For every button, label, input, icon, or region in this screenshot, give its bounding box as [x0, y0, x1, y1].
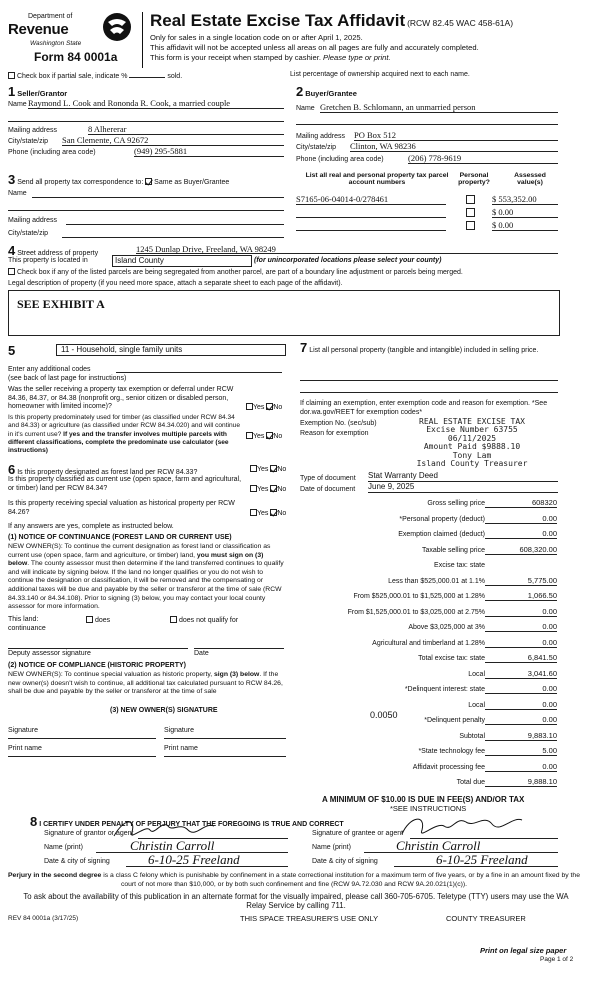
- located-note: (for unincorporated locations please select your county): [254, 257, 442, 264]
- tax-correspondence-section: [8, 172, 284, 244]
- partial-sale-label: Check box if partial sale, indicate %: [16, 73, 128, 80]
- certify-title: I CERTIFY UNDER PENALTY OF PERJURY THAT THE FOREGOING IS TRUE AND CORRECT: [39, 821, 344, 828]
- seller-phone-label: Phone (including area code): [8, 149, 96, 156]
- seller-phone-field[interactable]: (949) 295-5881: [134, 146, 284, 157]
- correspondence-label: Send all property tax correspondence to:: [17, 179, 144, 186]
- parcel-number-field[interactable]: [296, 207, 446, 218]
- assessed-col-header: Assessed value(s): [514, 172, 546, 186]
- title-ref: (RCW 82.45 WAC 458-61A): [407, 18, 514, 28]
- personal-property-checkbox[interactable]: [466, 195, 475, 204]
- grantee-printed-name: Christin Carroll: [396, 838, 481, 853]
- additional-codes-label: Enter any additional codes: [8, 366, 91, 373]
- section-1-number: 1: [8, 84, 16, 99]
- corr-city-label: City/state/zip: [8, 230, 49, 237]
- doc-date-label: Date of document: [300, 486, 356, 493]
- historic-yes-checkbox[interactable]: [250, 509, 257, 516]
- dept-line3: Washington State: [30, 40, 82, 47]
- timber-yes-no: [246, 432, 282, 440]
- header-sub3: [150, 53, 391, 62]
- yes-label: Yes: [253, 433, 265, 440]
- does-not-checkbox[interactable]: [170, 616, 177, 623]
- section-3-number: 3: [8, 172, 16, 187]
- personal-property-row: [300, 340, 558, 355]
- does-checkbox[interactable]: [86, 616, 93, 623]
- personal-property-checkbox[interactable]: [466, 208, 475, 217]
- owner-signature-label: Signature: [8, 727, 38, 734]
- stamp-line: REAL ESTATE EXCISE TAX: [419, 417, 525, 426]
- current-use-question: Is this property classified as current use (open space, farm and agricultural, or timber) land per RCW 84.34?: [8, 476, 242, 492]
- compliance-text-b: sign (3) below: [214, 671, 260, 678]
- personal-property-checkbox[interactable]: [466, 221, 475, 230]
- property-address-row: [8, 243, 98, 258]
- forest-question-row: [8, 462, 244, 477]
- exemption-reason-label: Reason for exemption: [300, 430, 369, 437]
- deputy-date-label: Date: [194, 650, 209, 657]
- assessed-value-field[interactable]: $ 0.00: [492, 207, 558, 218]
- new-owner-signature-title: (3) NEW OWNER(S) SIGNATURE: [110, 707, 218, 714]
- minimum-note: A MINIMUM OF $10.00 IS DUE IN FEE(S) AND/OR TAX: [322, 795, 525, 804]
- corr-mail-field[interactable]: [66, 215, 284, 225]
- assessed-value-field[interactable]: $ 553,352.00: [492, 194, 558, 205]
- receipt-note: This form is your receipt when stamped by cashier.: [150, 53, 321, 62]
- no-label: No: [277, 510, 287, 517]
- county-select[interactable]: Island County: [112, 255, 252, 267]
- perjury-text: is a class C felony which is punishable by confinement in a state correctional institution for a maximum term of five years, or by a fine in an amount fixed by the court of not more than $10,000, or by both such confinement and fine (RCW 9A.72.030 and RCW 9A.20.021(1)(c)).: [101, 872, 580, 888]
- fee-label: Total due: [456, 779, 485, 786]
- grantor-date-city: 6-10-25 Freeland: [148, 852, 240, 867]
- buyer-city-label: City/state/zip: [296, 144, 337, 151]
- fee-label: Subtotal: [459, 732, 485, 740]
- does-option: [86, 616, 110, 624]
- yes-label: Yes: [257, 466, 269, 473]
- stamp-line: Excise Number 63755: [426, 425, 518, 435]
- stamp-line: Tony Lam: [452, 450, 492, 460]
- deputy-date-field[interactable]: [194, 640, 284, 649]
- fee-label: *Delinquent interest: state: [404, 686, 485, 693]
- grantee-sig-label: Signature of grantee or agent: [312, 830, 404, 837]
- grantor-printed-name: Christin Carroll: [130, 838, 215, 853]
- parcel-row: [296, 207, 558, 219]
- fee-label: Affidavit processing fee: [412, 763, 485, 771]
- no-label: No: [273, 433, 283, 440]
- current-use-yes-checkbox[interactable]: [250, 485, 257, 492]
- corr-name-label: Name: [8, 190, 27, 197]
- no-label: No: [277, 466, 287, 473]
- stamp-line: Island County Treasurer: [416, 459, 528, 469]
- notice-compliance-title: (2) NOTICE OF COMPLIANCE (HISTORIC PROPERTY): [8, 662, 186, 669]
- exemption-no-checkbox[interactable]: [266, 403, 273, 410]
- fee-amount-field[interactable]: 0.00: [485, 622, 557, 632]
- fee-amount-field[interactable]: 0.00: [485, 638, 557, 648]
- timber-question-text: Is this property predominately used for timber (as classified under RCW 84.34 and 84.33) or agriculture (as classified under RCW 84.34.020) and will continue in it's current use?: [8, 414, 241, 438]
- fee-label: From $525,000.01 to $1,525,000 at 1.28%: [353, 593, 485, 600]
- personal-col-header: Personal property?: [458, 172, 490, 186]
- grantee-date-city: 6-10-25 Freeland: [436, 852, 528, 867]
- ownership-note: List percentage of ownership acquired next to each name.: [290, 71, 470, 78]
- fee-amount-field[interactable]: 0.00: [485, 762, 557, 772]
- header-sub1: Only for sales in a single location code on or after April 1, 2025.: [150, 33, 363, 42]
- see-instructions-note: *SEE INSTRUCTIONS: [390, 804, 467, 813]
- fee-label: Above $3,025,000 at 3%: [408, 624, 485, 631]
- treasurer-use-label: THIS SPACE TREASURER'S USE ONLY: [240, 914, 379, 923]
- legal-description-field[interactable]: [8, 290, 560, 336]
- codes-instructions: (see back of last page for instructions): [8, 375, 127, 382]
- treasurer-stamp: [386, 418, 558, 468]
- forest-yes-checkbox[interactable]: [250, 465, 257, 472]
- owner-print-label: Print name: [8, 745, 42, 752]
- seller-name-line2[interactable]: [8, 113, 284, 122]
- exemption-instructions: If claiming an exemption, enter exemption code and reason for exemption. *See dor.wa.gov/REET for exemption codes*: [300, 400, 548, 416]
- perjury-statement: [8, 872, 580, 889]
- title-text: Real Estate Excise Tax Affidavit: [150, 11, 406, 30]
- fee-label: Agricultural and timberland at 1.28%: [372, 639, 485, 647]
- fee-label: Exemption claimed (deduct): [398, 531, 485, 538]
- grantee-signature-image: [396, 812, 526, 840]
- fee-amount-field[interactable]: 0.00: [485, 607, 557, 617]
- section-6-number: 6: [8, 462, 16, 477]
- exemption-number-label: Exemption No. (sec/sub): [300, 420, 377, 427]
- seller-section: [8, 84, 284, 164]
- legal-size-note: Print on legal size paper: [480, 946, 567, 955]
- fee-label: Less than $525,000.01 at 1.1%: [388, 577, 485, 585]
- exemption-yes-no: [246, 403, 282, 411]
- current-use-yes-no: [250, 485, 286, 493]
- current-use-no-checkbox[interactable]: [270, 485, 277, 492]
- does-not-option: [170, 616, 238, 624]
- stamp-line: 06/11/2025: [447, 433, 497, 443]
- doc-date-field[interactable]: June 9, 2025: [368, 482, 558, 493]
- fee-label: From $1,525,000.01 to $3,025,000 at 2.75%: [347, 608, 485, 616]
- seller-name-label: Name: [8, 101, 27, 108]
- yes-label: Yes: [257, 510, 269, 517]
- deputy-signature-field[interactable]: [8, 640, 188, 649]
- historic-no-checkbox[interactable]: [270, 509, 277, 516]
- grantor-name-label: Name (print): [44, 844, 83, 851]
- segregated-row: [8, 268, 463, 276]
- exemption-question: Was the seller receiving a property tax exemption or deferral under RCW 84.36, 84.37, or 84.38 (nonprofit org., senior citizen or disabled person, homeowner with limited income)?: [8, 386, 234, 410]
- header-sub2: This affidavit will not be accepted unless all areas on all pages are fully and accurately completed.: [150, 43, 479, 52]
- no-label: No: [273, 404, 283, 411]
- assessed-value-field[interactable]: $ 0.00: [492, 220, 558, 231]
- washington-logo-icon: [102, 12, 132, 42]
- does-not-label: does not qualify for: [178, 617, 239, 624]
- fee-amount-field[interactable]: 608320: [485, 498, 557, 508]
- fee-label: Taxable selling price: [421, 546, 485, 554]
- fee-amount-field[interactable]: 0.00: [485, 684, 557, 694]
- corr-name-line2[interactable]: [8, 202, 284, 211]
- stamp-line: Amount Paid $9888.10: [423, 442, 521, 452]
- form-number: Form 84 0001a: [34, 50, 118, 64]
- personal-property-line2[interactable]: [300, 384, 558, 393]
- fee-amount-field[interactable]: 0.00: [485, 700, 557, 710]
- buyer-name-label: Name: [296, 105, 315, 112]
- section-8-number: 8: [30, 814, 38, 829]
- fee-label: Local: [468, 701, 485, 709]
- continuance-text-b: you must sign on (3) below: [8, 551, 264, 568]
- compliance-text-a: NEW OWNER(S): To continue special valuation as historic property,: [8, 671, 214, 678]
- legal-description-text: SEE EXHIBIT A: [17, 297, 105, 311]
- buyer-mail-label: Mailing address: [296, 133, 346, 140]
- use-code-select[interactable]: 11 - Household, single family units: [56, 344, 286, 356]
- parcel-table: [296, 172, 558, 238]
- no-label: No: [277, 486, 287, 493]
- parcel-number-field[interactable]: S7165-06-04014-0/278461: [296, 194, 446, 205]
- grantee-name-label: Name (print): [312, 844, 351, 851]
- personal-property-label: List all personal property (tangible and intangible) included in selling price.: [309, 347, 539, 354]
- section-7-number: 7: [300, 340, 308, 355]
- exemption-yes-checkbox[interactable]: [246, 403, 253, 410]
- notice-compliance-text: [8, 671, 286, 697]
- owner-signature-label: Signature: [164, 727, 194, 734]
- owner-signature-field-1[interactable]: [8, 736, 156, 739]
- section-5-number: 5: [8, 343, 16, 358]
- correspondence-heading: [8, 172, 229, 187]
- fee-amount-field[interactable]: 0.00: [485, 514, 557, 524]
- parcel-number-field[interactable]: [296, 220, 446, 231]
- buyer-name-line2[interactable]: [296, 116, 558, 125]
- seller-title: Seller/Grantor: [17, 89, 68, 98]
- street-address-label: Street address of property: [17, 250, 99, 257]
- seller-mail-field[interactable]: 8 Alhererar: [88, 124, 284, 135]
- historic-question: Is this property receiving special valuation as historical property per RCW 84.26?: [8, 500, 235, 516]
- fee-amount-field[interactable]: 9,883.10: [485, 731, 557, 741]
- dept-line1: Department of: [28, 13, 73, 20]
- county-treasurer-label: COUNTY TREASURER: [446, 914, 526, 923]
- buyer-mail-field[interactable]: PO Box 512: [354, 130, 558, 141]
- revision-label: REV 84 0001a (3/17/25): [8, 915, 79, 922]
- owner-print-label: Print name: [164, 745, 198, 752]
- accessibility-note: To ask about the availability of this publication in an alternate format for the visually impaired, please call 360-705-6705. Teletype (TTY) users may use the WA Relay Service by calling 711.: [23, 892, 569, 910]
- fee-label: *State technology fee: [418, 748, 485, 755]
- fee-label: Total excise tax: state: [418, 655, 485, 662]
- this-land-label: This land:: [8, 616, 39, 623]
- seller-heading: [8, 84, 67, 99]
- page-number: Page 1 of 2: [540, 956, 574, 963]
- deputy-signature-label: Deputy assessor signature: [8, 650, 91, 657]
- seller-city-label: City/state/zip: [8, 138, 49, 145]
- seller-city-field[interactable]: San Clemente, CA 92672: [62, 135, 284, 146]
- timber-question: [8, 414, 244, 455]
- continuance-text-a: NEW OWNER(S): To continue the current designation as forest land or classification as current use (open space, farm and agriculture, or timber) land,: [8, 543, 271, 559]
- located-in-label: This property is located in: [8, 257, 88, 264]
- corr-name-field[interactable]: [32, 188, 284, 198]
- fee-amount-field[interactable]: 6,841.50: [485, 653, 557, 663]
- page-title: [150, 11, 513, 31]
- corr-city-field[interactable]: [62, 228, 284, 238]
- notice-continuance-text: [8, 543, 286, 612]
- fee-label: Local: [468, 670, 485, 678]
- buyer-city-field[interactable]: Clinton, WA 98236: [350, 141, 558, 152]
- fee-label: Excise tax: state: [434, 562, 485, 569]
- forest-question: Is this property designated as forest land per RCW 84.33?: [17, 469, 198, 476]
- segregated-label: Check box if any of the listed parcels are being segregated from another parcel, are part of a boundary line adjustment or parcels being merged.: [16, 269, 463, 276]
- fee-label: Gross selling price: [427, 500, 485, 507]
- header-divider: [142, 12, 143, 68]
- parcel-col-header: List all real and personal property tax parcel account numbers: [305, 172, 449, 186]
- fee-amount-field[interactable]: 9,888.10: [485, 777, 557, 787]
- segregated-checkbox[interactable]: [8, 268, 15, 275]
- if-yes-note: If any answers are yes, complete as instructed below.: [8, 523, 174, 530]
- compliance-text-c: . If the new owner(s) doesn't wish to continue, all additional tax calculated pursuant to RCW 84.26, shall be due and payable by the seller or transferor at the time of sale: [8, 671, 283, 696]
- perjury-title: Perjury in the second degree: [8, 872, 102, 879]
- section-2-number: 2: [296, 84, 304, 99]
- notice-continuance-title: (1) NOTICE OF CONTINUANCE (FOREST LAND OR CURRENT USE): [8, 534, 232, 541]
- yes-label: Yes: [257, 486, 269, 493]
- buyer-name-field[interactable]: Gretchen B. Schlomann, an unmarried person: [320, 102, 558, 113]
- forest-no-checkbox[interactable]: [270, 465, 277, 472]
- same-as-buyer-checkbox[interactable]: [145, 178, 152, 185]
- fee-amount-field[interactable]: 1,066.50: [485, 591, 557, 601]
- buyer-heading: [296, 84, 357, 99]
- fee-amount-field[interactable]: 608,320.00: [485, 545, 557, 555]
- same-as-buyer-label: Same as Buyer/Grantee: [154, 179, 230, 186]
- timber-yes-checkbox[interactable]: [246, 432, 253, 439]
- fee-label: *Personal property (deduct): [399, 515, 485, 523]
- additional-codes-field[interactable]: [116, 364, 282, 373]
- buyer-phone-label: Phone (including area code): [296, 156, 384, 163]
- section-4-number: 4: [8, 243, 16, 258]
- continuance-text-c: . The county assessor must then determine if the land transferred continues to qualify and will indicate by signing below. If the land no longer qualifies or you do not wish to continue the designation or classification, it will be removed and the compensating or additional taxes will be due and payable by the seller or transferor at the time of sale (RCW 84.33.140 or 84.34.108). Prior to signing (3) below, you may contact your local county assessor for more information.: [8, 560, 284, 611]
- doc-type-field[interactable]: Stat Warranty Deed: [368, 471, 558, 482]
- grantor-sig-label: Signature of grantor or agent: [44, 830, 134, 837]
- fee-amount-field[interactable]: 5.00: [485, 746, 557, 756]
- yes-label: Yes: [253, 404, 265, 411]
- fee-amount-field[interactable]: 0.00: [485, 529, 557, 539]
- fee-amount-field[interactable]: 3,041.60: [485, 669, 557, 679]
- owner-print-field-1[interactable]: [8, 754, 156, 757]
- legal-description-label: Legal description of property (if you need more space, attach a separate sheet to each page of the affidavit).: [8, 280, 343, 287]
- dor-logo: [8, 10, 136, 54]
- doc-type-label: Type of document: [300, 475, 356, 482]
- owner-signature-field-2[interactable]: [164, 736, 286, 739]
- does-label: does: [94, 617, 111, 624]
- partial-percent-field[interactable]: [129, 71, 165, 78]
- partial-sold-label: sold.: [167, 73, 183, 80]
- buyer-phone-field[interactable]: (206) 778-9619: [408, 153, 558, 164]
- historic-yes-no: [250, 509, 286, 517]
- personal-property-field[interactable]: [300, 372, 558, 381]
- parcel-row: [296, 194, 558, 206]
- type-note: Please type or print.: [320, 53, 391, 62]
- corr-mail-label: Mailing address: [8, 217, 58, 224]
- dept-line2: Revenue: [8, 21, 69, 38]
- parcel-row: [296, 220, 558, 232]
- fee-label: *Delinquent penalty: [424, 717, 485, 724]
- grantee-date-label: Date & city of signing: [312, 858, 378, 865]
- timber-no-checkbox[interactable]: [266, 432, 273, 439]
- buyer-title: Buyer/Grantee: [305, 89, 357, 98]
- fee-amount-field[interactable]: 5,775.00: [485, 576, 557, 586]
- fee-amount-field[interactable]: 0.00: [485, 715, 557, 725]
- timber-question-note: If yes and the transfer involves multiple parcels with different classifications, complete the predominate use calculator (see instructions): [8, 430, 229, 455]
- seller-mail-label: Mailing address: [8, 127, 58, 134]
- local-rate-field[interactable]: 0.0050: [370, 710, 398, 720]
- forest-yes-no: [250, 465, 286, 473]
- partial-sale-checkbox[interactable]: [8, 72, 15, 79]
- owner-print-field-2[interactable]: [164, 754, 286, 757]
- grantor-date-label: Date & city of signing: [44, 858, 110, 865]
- seller-name-field[interactable]: Raymond L. Cook and Rononda R. Cook, a married couple: [28, 98, 284, 109]
- partial-sale-row: [8, 71, 182, 80]
- buyer-section: [296, 84, 558, 168]
- continuance-label: continuance: [8, 625, 46, 632]
- street-address-field[interactable]: 1245 Dunlap Drive, Freeland, WA 98249: [136, 244, 558, 254]
